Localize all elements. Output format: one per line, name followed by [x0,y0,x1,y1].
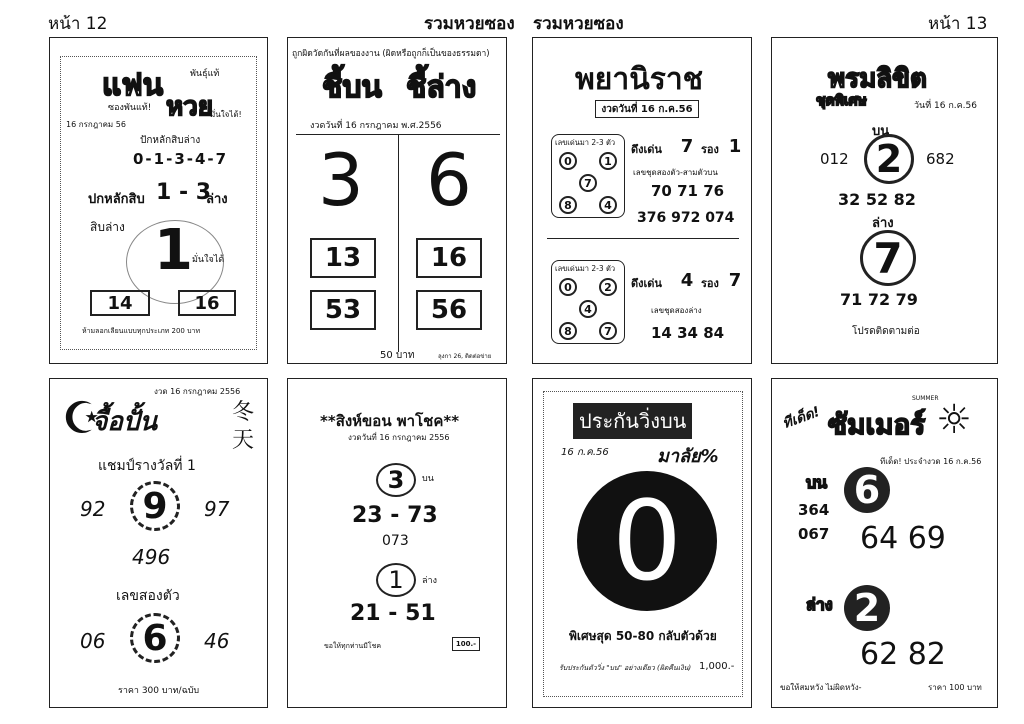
issue-date: งวด 16 กรกฎาคม 2556 [154,387,241,396]
big-number: 1 [154,218,193,283]
label-text: เลขชุดสองตัว-สามตัวบน [633,168,718,177]
number-row: 32 52 82 [838,190,916,209]
number-side: 46 [204,629,230,653]
big-digit-circle: 6 [844,467,890,513]
number-row: 21 - 51 [350,601,436,626]
card-title: ประกันวิ่งบน [573,403,692,439]
digit-circle: 4 [599,196,617,214]
label-text: บน [806,473,828,492]
number-row: 23 - 73 [352,503,438,528]
label-text: ล่าง [872,216,894,231]
right-section-title: รวมหวยซอง [533,14,624,34]
label-text: ล่าง [422,576,437,586]
label-text: ล่าง [206,192,228,207]
number-side: 012 [820,150,849,168]
price: ราคา 100 บาท [928,683,982,692]
label-text: ดึงเด่น [631,277,662,290]
digit-circle: 7 [599,322,617,340]
card-title: พรมลิขิต [828,64,927,94]
card-sing-khon [287,378,507,708]
issue-date: วันที่ 16 ก.ค.56 [914,101,977,111]
footer-note: โปรดติดตามต่อ [852,326,920,337]
number-box: 16 [416,238,482,278]
digit-circle: 4 [579,300,597,318]
digit-circle: 1 [376,563,416,597]
number-side: 682 [926,150,955,168]
right-page-number: หน้า 13 [928,14,988,34]
number-row: 14 34 84 [651,324,725,342]
number-row: 62 82 [860,637,946,672]
footer-note: รับประกันตัววิ่ง "บน" อย่างเดียว (ผิดคืนเงิน) [559,664,692,672]
moon-star-icon: ☪ [62,393,102,444]
number-side: 97 [204,497,230,521]
label-text: ดึงเด่น [631,143,662,156]
card-jue-pan [49,378,268,708]
big-digit-disc: 0 [577,471,717,611]
issue-date: งวดวันที่ 16 ก.ค.56 [595,100,699,118]
number-side: 067 [798,525,830,543]
digit-circle: 7 [579,174,597,192]
price: 1,000.- [699,661,735,672]
number-box: 16 [178,290,236,316]
footer-note: ขอให้สมหวัง ไม่ผิดหวัง- [780,683,862,692]
card-title: จื้อปั้น [92,407,158,437]
digit-circle: 2 [599,278,617,296]
number-row: 71 72 79 [840,290,918,309]
big-digit-circle: 6 [130,613,180,663]
brand-fan: แฟน [102,68,164,103]
tag-text: ซองพันแท้! [108,103,152,113]
brand-huay: หวย [166,92,213,122]
digit-circle: 1 [599,152,617,170]
number-side: 364 [798,501,830,519]
brand-text: SUMMER [912,395,939,402]
label-text: มั่นใจได้ [192,255,225,265]
issue-date: 16 ก.ค.56 [561,447,609,458]
number-box: 56 [416,290,482,330]
section-label: เลขเด่นมา 2-3 ตัว [555,264,616,273]
digit-circle: 0 [559,152,577,170]
card-title: ซัมเมอร์ [828,408,926,441]
number-box: 53 [310,290,376,330]
number-row: 70 71 76 [651,182,725,200]
label-text: สิบล่าง [90,220,125,234]
number-row: 1 - 3 [156,180,212,205]
number-row: 64 69 [860,521,946,556]
number-box: 14 [90,290,150,316]
star-burst: 7 [728,269,742,291]
card-prakan-wing-bon [532,378,752,708]
big-digit-circle: 7 [860,230,916,286]
left-page-number: หน้า 12 [48,14,108,34]
brand-text: มาลัย% [657,446,719,467]
issue-date: งวดวันที่ 16 กรกฎาคม พ.ศ.2556 [310,121,442,131]
number-row: 376 972 074 [637,210,735,226]
digit-circle: 0 [559,278,577,296]
card-chee-bon-chee-lang [287,37,507,364]
issue-date: ทีเด็ด! ประจำงวด 16 ก.ค.56 [880,457,982,466]
number-row: 073 [382,533,409,549]
footer-note: ราคา 300 บาท/ฉบับ [118,686,200,696]
card-summer [771,378,998,708]
tag-text: ทีเด็ด! [780,403,823,433]
tag-text: มั่นใจได้! [210,110,242,119]
label-text: บน [872,124,890,139]
title-bottom: ชี้ล่าง [406,70,477,105]
title-top: ชี้บน [322,70,382,105]
star-burst: 7 [680,135,694,157]
label-text: รอง [701,143,719,156]
big-digit-circle: 2 [864,134,914,184]
top-note: ถูกผิดวัดกันที่ผลของงาน (ผิดหรือถูกก็เป็นของธรรมดา) [292,49,490,59]
signature-note: ลุงกา 26, ติดต่อข่าย [438,353,492,360]
label-text: บน [422,474,434,484]
card-phaya-nirat [532,37,752,364]
card-title: **สิงห์ขอน พาโชค** [320,412,460,430]
label-text: ปกหลักสิบ [88,192,145,207]
number-row: 496 [132,545,171,569]
big-digit-circle: 2 [844,585,890,631]
special-note: พิเศษสุด 50-80 กลับตัวด้วย [569,629,717,643]
card-title: พยานิราช [575,62,704,97]
section-label: เลขเด่นมา 2-3 ตัว [555,138,616,147]
card-subtitle: ชุดพิเศษ [816,93,867,109]
footer-note: ขอให้ทุกท่านมีโชค [324,642,382,650]
number-box: 13 [310,238,376,278]
digit-circle: 8 [559,196,577,214]
digit-circle: 8 [559,322,577,340]
big-digit-bottom: 6 [426,138,472,222]
footer-note: ห้ามลอกเลียนแบบทุกประเภท 200 บาท [82,327,201,335]
price: 50 บาท [380,350,415,361]
big-digit-circle: 9 [130,481,180,531]
number-side: 92 [80,497,106,521]
issue-date: 16 กรกฎาคม 56 [66,120,126,129]
tag-text: พันธุ์แท้ [190,69,220,79]
label-text: ปักหลักสิบล่าง [140,135,201,146]
star-burst: 4 [680,269,694,291]
label-text: เลขชุดสองล่าง [651,306,702,315]
card-phrom-likhit [771,37,998,364]
sun-icon: ☼ [936,397,972,443]
label-text: รอง [701,277,719,290]
card-fan-huay [49,37,268,364]
number-row: 0-1-3-4-7 [133,150,229,168]
label-text: ล่าง [806,595,833,614]
price: 100.- [452,637,480,651]
big-digit-top: 3 [318,138,364,222]
issue-date: งวดวันที่ 16 กรกฎาคม 2556 [348,433,450,442]
digit-circle: 3 [376,463,416,497]
chinese-text: 冬天 [232,400,255,453]
label-text: เลขสองตัว [116,588,180,604]
left-section-title: รวมหวยซอง [424,14,515,34]
number-side: 06 [80,629,106,653]
star-burst: 1 [728,135,742,157]
card-subtitle: แชมป์รางวัลที่ 1 [98,458,196,474]
